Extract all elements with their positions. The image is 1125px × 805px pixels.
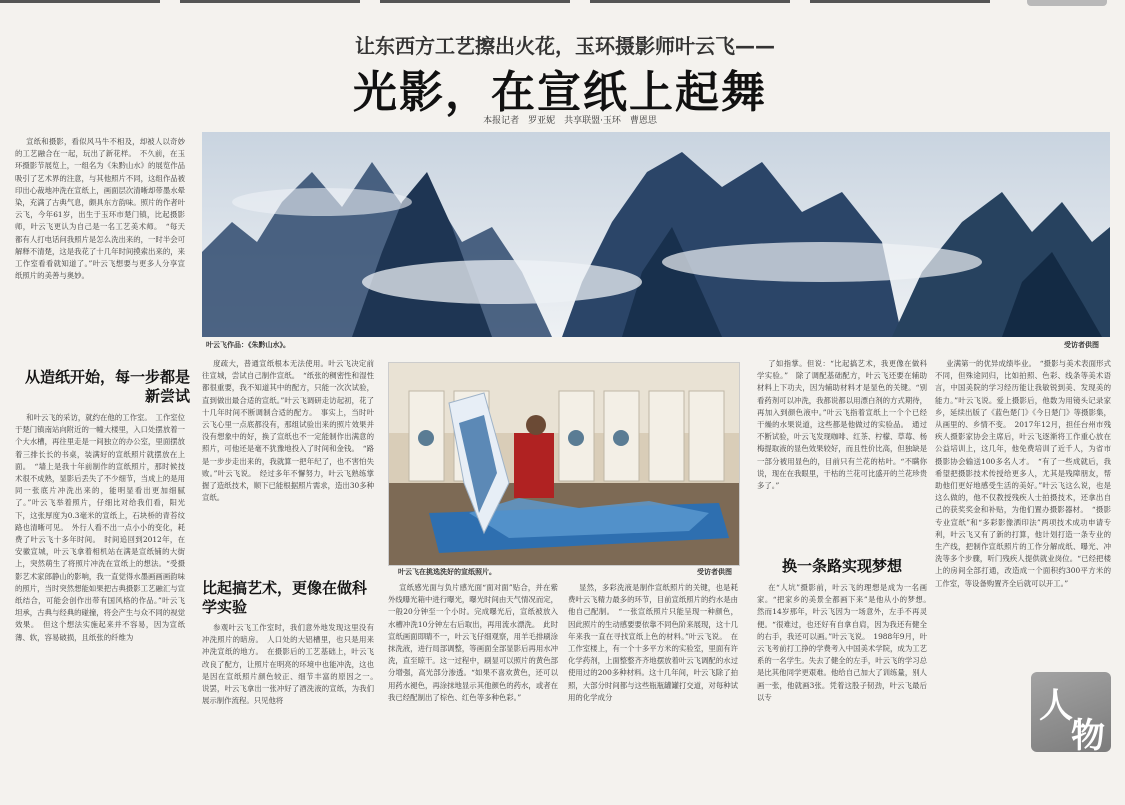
section-heading-2: 比起搞艺术，更像在做科学实验	[202, 579, 368, 616]
hero-caption: 叶云飞作品：《朱黔山水》。	[206, 341, 290, 349]
column-3	[388, 582, 558, 760]
column-4	[568, 582, 738, 760]
hero-credit: 受访者供图	[1064, 341, 1099, 349]
section-badge	[1031, 672, 1111, 756]
hero-landscape-photo	[202, 132, 1110, 337]
photo-credit: 受访者供图	[697, 568, 732, 576]
column-5-top-text: 了如指掌。但说：“比起搞艺术，我更像在做科学实验。” 除了调配基础配方，叶云飞还要在辅助材料上下功夫，因为辅助材料才是显色的关键。“别看药剂可以冲洗，我都说都以用漂白剂的方式期待，再加入到颜色液中。”叶云飞指着宣纸上一个个已经干燥的水果说道，这些都是他做过的实验品。 通过不断试验，叶云飞发现咖啡、红茶、柠檬、草莓、杨梅提取液的显色效果较好，而且性价比高，但独缺是一部分被用显色的，目前只有兰花的枯叶。“不瞒你说，现在在我眼里，干枯的兰花可比盛开的兰花珍贵多了。”	[757, 359, 927, 491]
column-2-body	[202, 622, 382, 760]
column-5-body-text: 在“人坑”摄影前，叶云飞的理想是成为一名画家。“把家乡的美景全都画下来”是他从小的梦想。 然而14岁那年，叶云飞因为一场意外，左手不再灵便。“很难过，也还好有自拿自肩，因为我还有健全的右手，我还可以画。”叶云飞说。 1988年9月，叶云飞考前打工挣的学费考入中国美术学院，成为工艺系的一名学生。失去了健全的左手，叶云飞的学习总是比其他同学更艰难。他给自己加大了训练量，别人画一张，他就画3张。凭着这股子韧劲，叶云飞最后以专	[757, 583, 935, 702]
studio-photo	[388, 362, 740, 566]
column-5-body	[757, 582, 935, 760]
headline: 光影，在宣纸上起舞	[353, 67, 767, 118]
column-1-body	[15, 412, 185, 760]
kicker: 让东西方工艺擦出火花，玉环摄影师叶云飞——	[355, 34, 775, 58]
corner-tab	[1027, 0, 1107, 6]
column-1-intro-text: 宣纸和摄影，看似风马牛不相及，却被人以奇妙的工艺融合在一起，玩出了新花样。 不久前，在玉环摄影节展览上，一组名为《朱黔山水》的展览作品吸引了艺术界的注意，与其他照片不同，这组作品被印出心裁地冲洗在宣纸上，画面层次清晰却带墨水晕染，充满了古典气息，颇具东方韵味。照片的作者叶云飞，今年61岁，出生于玉环市楚门镇，比起摄影师，叶云飞更认为自己是一名工艺美术师。 “每天都有人打电话问我照片是怎么洗出来的，一时半会可解释不清楚，这是我花了十几年时间摸索出来的，来工作室看看就知道了。”叶云飞想要与更多人分享宣纸照片的美善与奥妙。	[15, 137, 185, 281]
column-6	[935, 358, 1111, 670]
column-5-top	[757, 358, 927, 548]
photo-caption: 叶云飞在挑选洗好的宣纸照片。	[398, 568, 496, 576]
badge-char-1: 人	[1039, 686, 1073, 726]
section-heading-1: 从造纸开始，每一步都是新尝试	[24, 368, 190, 405]
column-1-intro	[15, 136, 185, 348]
column-6-text: 业满第一的优异成绩毕业。 “摄影与美术表面形式不同，但殊途同归，比如拍照、色彩、线条等美术语言，中国美院的学习经历能让我敏锐到美、发现美的能力。”叶云飞说。爱上摄影后，他数为用镜头记录家乡，延续出版了《蓝色楚门》《今日楚门》等摄影集，从画里的、乡情不变。 2017年12月，担任台州市残疾人摄影家协会主席后，叶云飞逐渐将工作重心放在公益培训上，这几年，他免费培训了近千人，为省市摄影协会输送100多名人才。 “有了一些成就后，我希望把摄影技术传授给更多人，尤其是残障朋友，帮助他们更好地感受生活的美好。”叶云飞这么说，也是这么做的，他不仅教授残疾人士拍摄技术，还拿出自己的获奖奖金和补贴，为他们置办摄影器材。 “摄影专业宣纸”和“多彩影像洒印法”两项技术成功申请专利，叶云飞又有了新的打算，他计划打造一条专业的生产线，把制作宣纸照片的工作分解成纸、曝光、冲洗等多个步骤，听门残疾人提供就业岗位。“已经把楼上的房间全部打通，改造成一个面积约300平方米的工作室，等设备购置齐全后就可以开工。”	[935, 359, 1111, 588]
top-rule	[0, 0, 1125, 10]
column-1-body-text: 和叶云飞的采访，就约在他的工作室。 工作室位于楚门镇南站向附近的一幢大楼里，入口处摆放着一个大水槽，再往里走是一间独立的办公室，里面摆放着三排长长的书桌，装满好的宣纸照片就摆放在上面。 “墙上是我十年前制作的宣纸照片，那时候技术很不成熟，显影后丢失了不少细节，当成上的是用同一张底片冲洗出来的，能明显看出更加细腻了。”叶云飞举着照片，仔细比对给我们看，阳光下，这张厚度为0.3毫米的宣纸上，石块桥的青苔纹路也清晰可见。 外行人看不出一点小小的变化，耗费了叶云飞十多年时间。 时间追回到2012年，在安徽宣城，叶云飞拿着相机站在满是宣纸铺的大街上，突然萌生了将照片冲洗在宣纸上的想法。“受摄影艺术家郎静山的影响，我一直觉得水墨画画画韵味的照片，当时突然想能如果把古典摄影工艺融汇与宣纸结合，可能会创作出带有国风格的作品。”叶云飞坦承，古典与经典的碰撞，将会产生与众不同的视觉效果。 但这个想法实施起来并不容易，因为宣纸薄、软，容易破损，且纸张的纤维为	[15, 413, 185, 642]
column-3-text: 宣纸感光面与负片感光面“面对面”贴合，并在紫外线曝光箱中进行曝光，曝光时间由天气情况而定，一般20分钟至一个小时。完成曝光后，宣纸被放入水槽冲洗10分钟左右后取出，再用流水漂洗。 此时宣纸画面即睛不一，叶云飞仔细观察，用羊毛排刷涂抹洗液，进行局部调整，等画面全部显影后再用水冲洗，直至晾干。这一过程中，刷显可以照片的黄色部分增强，高光部分渗透。“如果不喜欢黄色，还可以用药水褪色，再涂抹地显示其他颜色的药水，或者在我已经配制出了棕色、红色等多种色彩。”	[388, 583, 558, 702]
column-2-body-text: 参观叶云飞工作室时，我们意外地发现这里没有冲洗照片的暗房。 人口处的大铝槽里，也只是用来冲洗宣纸的地方。 在摄影后的工艺基础上，叶云飞改良了配方，让照片在明亮的环境中也能冲洗，这也是因在宣纸照片颜色较正、细节丰富的原因之一。 说罢，叶云飞拿出一张冲好了酒洗液的宣纸，为我们展示制作流程。只见他将	[202, 623, 382, 706]
column-4-text: 显然，多彩洗液是制作宣纸照片的关键，也是耗费叶云飞精力最多的环节，目前宣纸照片的约水是由他自己配制。 “一张宣纸照片只能呈现一种颜色，因此照片的生动感要要依靠不同色阶来展现，这十几年来我一直在寻找宣纸上色的材料。”叶云飞说。 在工作室楼上，有一个十多平方米的实验室，里面有许化学药剂，上面整整齐齐地摆放着叶云飞调配的水过使用过的200多种材料。这十几年间，叶云飞除了拍照，大部分时间都与这些瓶瓶罐罐打交道，对每种试用的化学成分	[568, 583, 738, 702]
section-heading-3: 换一条路实现梦想	[781, 557, 902, 575]
column-2-top-text: 度疏大，普通宣纸根本无法使用。叶云飞决定前往宣城，尝试自己制作宣纸。 “纸张的稠密性和湿性都很重要，我不知道其中的配方，只能一次次试验，直到做出最合适的宣纸。”叶云飞调研走访起初，花了十几年时间不断调制合适的配方。 事实上，当时叶云飞心里一点底都没有，那组试验出来的照片效果并没有想象中的好，换了宣纸也不一定能制作出满意的照片，可他还是毫不犹豫地投入了时间和金钱。 “路是一步步走出来的，我就算一把年纪了，也不害怕失败。”叶云飞说。 经过多年不懈努力，叶云飞熟练掌握了造纸技术，顺下已能根据照片需求，造出30多种宣纸。	[202, 359, 375, 503]
byline: 本报记者 罗亚妮 共享联盟·玉环 曹恩思	[483, 116, 657, 126]
column-2-top	[202, 358, 374, 570]
badge-char-2: 物	[1071, 716, 1105, 756]
